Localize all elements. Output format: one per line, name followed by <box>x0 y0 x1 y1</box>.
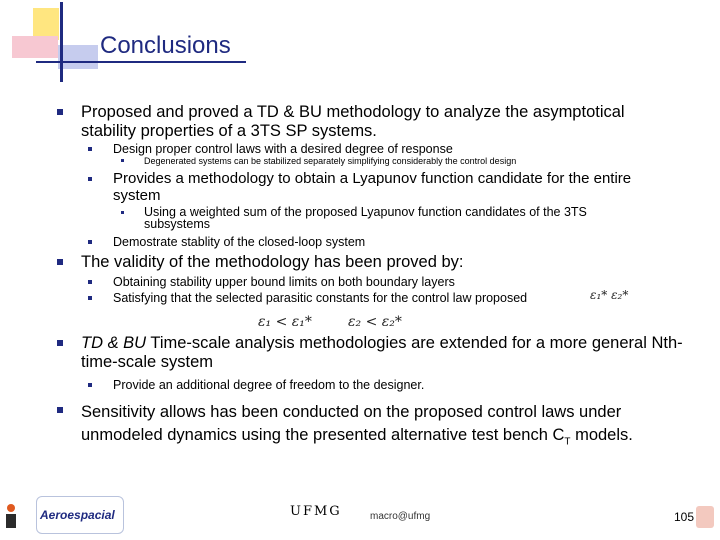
bullet-1 <box>57 103 677 141</box>
bullet-marker <box>121 159 124 162</box>
university-logo <box>696 506 714 528</box>
bullet-1-2-1 <box>121 206 661 230</box>
corner-logo <box>0 0 100 90</box>
bullet-marker <box>88 383 92 387</box>
bullet-3-rest: Time-scale analysis methodologies are extended for a more general Nth-time-scale system <box>81 334 683 371</box>
math-eq-epsilon-2: ε₂ < ε₂* <box>348 314 402 330</box>
math-inline-epsilons: ε₁* ε₂* <box>590 288 629 302</box>
bullet-4-main: Sensitivity allows has been conducted on the proposed control laws under unmodeled dynamics using the presented alternative test bench <box>81 403 622 444</box>
person-body <box>6 514 16 528</box>
bullet-4-ct: C <box>547 426 565 444</box>
bullet-marker <box>57 340 63 346</box>
logo-square-pink <box>12 36 58 58</box>
footer-logo-bar <box>0 490 720 540</box>
bullet-marker <box>88 177 92 181</box>
bullet-3 <box>57 334 697 372</box>
bullet-marker <box>57 109 63 115</box>
bullet-marker <box>88 147 92 151</box>
bullet-2-2-text: Satisfying that the selected parasitic constants for the control law proposed <box>113 291 528 305</box>
bullet-marker <box>121 211 124 214</box>
bullet-4-text <box>81 401 697 453</box>
bullet-3-text <box>81 334 697 372</box>
macro-logo: macro@ufmg <box>370 511 431 522</box>
aeroespacial-logo: Aeroespacial <box>40 508 115 522</box>
bullet-3-1 <box>88 378 688 392</box>
ufmg-logo <box>290 504 342 519</box>
person-icon <box>4 504 18 530</box>
bullet-1-1 <box>88 142 688 156</box>
bullet-1-1-1-text: Degenerated systems can be stabilized separately simplifying considerably the control design <box>144 156 517 166</box>
bullet-2-text: The validity of the methodology has been proved by: <box>81 253 464 271</box>
bullet-marker <box>88 296 92 300</box>
bullet-marker <box>88 280 92 284</box>
bullet-1-1-1 <box>121 156 701 167</box>
bullet-4-end: models. <box>570 426 633 444</box>
bullet-1-2 <box>88 170 668 204</box>
bullet-2-1-text: Obtaining stability upper bound limits on both boundary layers <box>113 275 455 289</box>
bullet-1-2-text: Provides a methodology to obtain a Lyapunov function candidate for the entire system <box>113 170 632 204</box>
bullet-1-3-text: Demostrate stablity of the closed-loop system <box>113 235 366 249</box>
bullet-1-2-1-text: Using a weighted sum of the proposed Lyapunov function candidates of the 3TS subsystems <box>144 205 587 231</box>
bullet-marker <box>57 259 63 265</box>
bullet-1-1-text: Design proper control laws with a desired degree of response <box>113 142 453 156</box>
bullet-2-1 <box>88 275 688 289</box>
logo-square-blue <box>58 45 98 69</box>
bullet-1-3 <box>88 235 668 249</box>
bullet-marker <box>88 240 92 244</box>
bullet-2 <box>57 253 677 272</box>
title-underline <box>36 61 246 63</box>
math-eq-epsilon-1: ε₁ < ε₁* <box>258 314 312 330</box>
ufmg-logo-text: UFMG <box>290 504 342 519</box>
bullet-marker <box>57 407 63 413</box>
person-head <box>7 504 15 512</box>
logo-vertical-line <box>60 2 63 82</box>
slide-title: Conclusions <box>100 32 231 59</box>
bullet-4 <box>57 401 697 453</box>
page-number: 105 <box>674 510 695 524</box>
bullet-3-1-text: Provide an additional degree of freedom to the designer. <box>113 378 425 392</box>
bullet-4-subscript: T <box>564 436 571 448</box>
bullet-3-italic: TD & BU <box>81 334 147 352</box>
bullet-1-text: Proposed and proved a TD & BU methodology to analyze the asymptotical stability properties of a 3TS SP systems. <box>81 103 625 140</box>
